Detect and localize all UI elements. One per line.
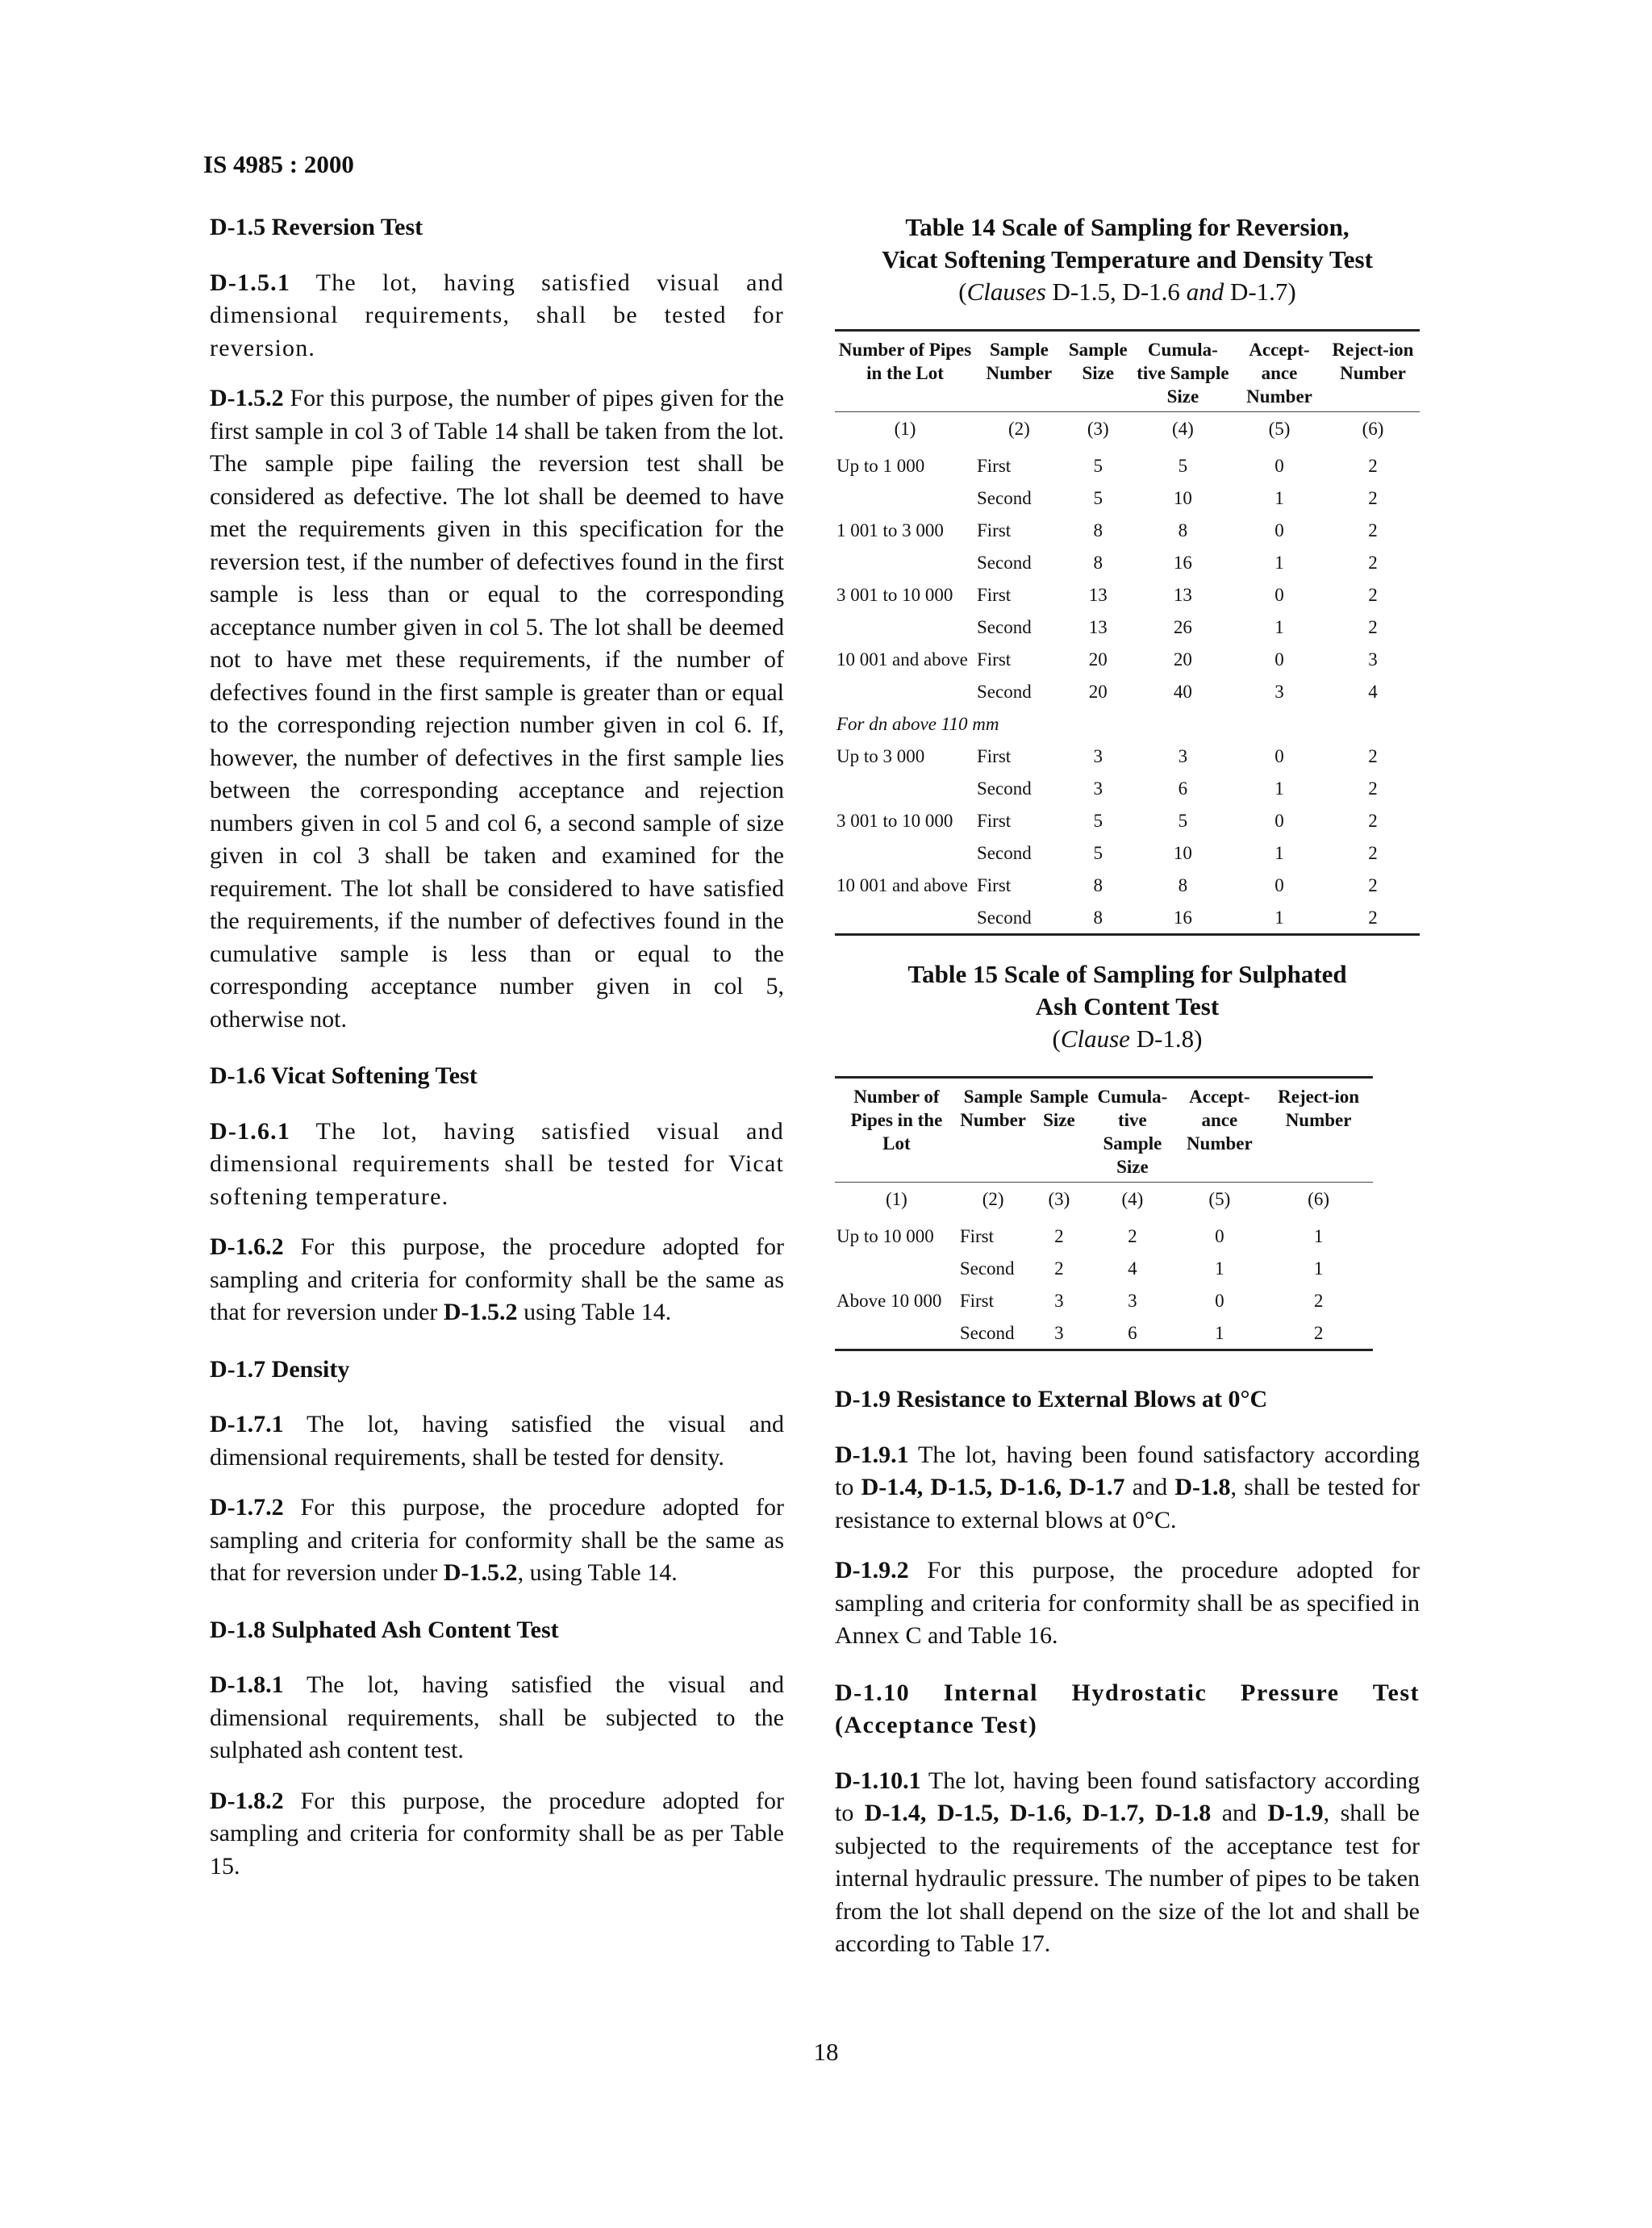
table-cell: Up to 3 000: [836, 745, 925, 766]
clause-number: D-1.9.2: [835, 1557, 909, 1583]
paragraph-d162: [210, 1231, 784, 1329]
table-cell: 3: [1274, 681, 1284, 702]
paragraph-text: The lot, having satisfied the visual and dimensional requirements, shall be tested for density.: [210, 1411, 784, 1471]
paragraph-text: The lot, having satisfied visual and dimensional requirements, shall be tested for reversion.: [210, 269, 784, 361]
table-cell: First: [977, 455, 1012, 476]
table-cell: 0: [1274, 584, 1284, 605]
column-header: Sample Size: [1029, 1087, 1089, 1130]
table-cell: 1: [1274, 907, 1284, 928]
table-cell: 8: [1093, 874, 1103, 895]
table-row: [835, 1220, 1373, 1252]
table-row: [835, 449, 1420, 482]
table-cell: 1: [1313, 1225, 1324, 1246]
table14-title-line1: Table 14 Scale of Sampling for Reversion,: [905, 213, 1350, 241]
table-cell: 4: [1128, 1258, 1137, 1279]
table-cell: 1 001 to 3 000: [836, 519, 944, 540]
table-cell: 3 001 to 10 000: [836, 810, 953, 831]
table-cell: 5: [1093, 810, 1103, 831]
page-number: 18: [813, 2038, 839, 2066]
table-cell: Second: [977, 487, 1032, 508]
table-row: [835, 901, 1420, 935]
paragraph-text: using Table 14.: [524, 1299, 672, 1325]
table-cell: 2: [1368, 745, 1378, 766]
clause-number: D-1.8.2: [210, 1787, 284, 1814]
table-cell: 5: [1178, 455, 1188, 476]
paragraph-d172: [210, 1492, 784, 1590]
section-heading-d19: D-1.9 Resistance to External Blows at 0°C: [835, 1386, 1268, 1412]
table-cell: 3: [1054, 1322, 1064, 1343]
column-header: Number of Pipes in the Lot: [838, 340, 972, 383]
table-cell: 3: [1178, 745, 1188, 766]
table-cell: 2: [1368, 552, 1378, 573]
table-row: [835, 1316, 1373, 1350]
table-cell: First: [959, 1225, 995, 1246]
section-heading-d15: D-1.5 Reversion Test: [210, 214, 423, 240]
table-cell: 2: [1313, 1322, 1324, 1343]
section-heading-d16: D-1.6 Vicat Softening Test: [210, 1062, 478, 1089]
table-cell: 0: [1274, 519, 1284, 540]
paragraph-text: For this purpose, the procedure adopted for sampling and criteria for conformity shall be as per Table 15.: [210, 1787, 784, 1880]
table-cell: 2: [1368, 778, 1378, 799]
table-cell: 10: [1173, 842, 1192, 863]
table-cell: 0: [1274, 810, 1284, 831]
table15-title: [835, 958, 1420, 1023]
table-cell: Second: [977, 907, 1032, 928]
clause-refs: D-1.4, D-1.5, D-1.6, D-1.7: [861, 1474, 1125, 1500]
table-cell: 0: [1274, 874, 1284, 895]
paragraph-d151: [210, 267, 784, 365]
table-cell: Above 10 000: [836, 1290, 942, 1311]
table-cell: 13: [1088, 584, 1108, 605]
table-cell: 8: [1178, 874, 1188, 895]
table-cell: 5: [1093, 487, 1103, 508]
column-number: (1): [894, 418, 916, 439]
table-cell: 1: [1274, 487, 1284, 508]
clause-number: D-1.6.2: [210, 1233, 284, 1260]
clause-number: D-1.10.1: [835, 1767, 921, 1794]
clause-refs: D-1.5, D-1.6: [1052, 277, 1180, 306]
table-cell: 1: [1274, 552, 1284, 573]
clause-refs: D-1.4, D-1.5, D-1.6, D-1.7, D-1.8: [864, 1800, 1212, 1826]
table-cell: 2: [1368, 907, 1378, 928]
clause-label: Clause: [1060, 1024, 1130, 1053]
paragraph-d191: [835, 1439, 1420, 1537]
table-cell: 3: [1093, 745, 1103, 766]
column-number: (3): [1087, 418, 1109, 439]
paragraph-text: , shall be tested for resistance to external blows at 0°C.: [835, 1474, 1420, 1533]
column-number: (3): [1048, 1188, 1070, 1209]
table-cell: [835, 611, 975, 643]
table14-title: [835, 211, 1420, 276]
table-cell: 26: [1173, 616, 1192, 637]
paragraph-d171: [210, 1408, 784, 1474]
column-number: (5): [1208, 1188, 1231, 1209]
table-row: [835, 740, 1420, 772]
paragraph-d192: [835, 1554, 1420, 1653]
column-header: Sample Number: [960, 1087, 1027, 1130]
section-heading-d17: D-1.7 Density: [210, 1355, 350, 1383]
table-cell: [835, 546, 975, 578]
table-cell: 16: [1173, 552, 1192, 573]
column-header: Reject-ion Number: [1332, 340, 1414, 383]
column-header: Accept-ance Number: [1186, 1087, 1253, 1154]
column-number: (5): [1268, 418, 1291, 439]
table-row: [835, 546, 1420, 578]
table-cell: 2: [1054, 1225, 1064, 1246]
table-cell: 1: [1313, 1258, 1324, 1279]
table-row: [835, 1284, 1373, 1316]
paragraph-text: For this purpose, the procedure adopted for sampling and criteria for conformity shall be the same as that for reversion under: [210, 1233, 784, 1325]
table-cell: [835, 482, 975, 514]
table-row: [835, 869, 1420, 901]
table-cell: 1: [1274, 616, 1284, 637]
column-header: Accept-ance Number: [1246, 340, 1312, 407]
column-number: (1): [886, 1188, 907, 1209]
table-row: [835, 643, 1420, 675]
paragraph-text: For this purpose, the procedure adopted for sampling and criteria for conformity shall be as specified in Annex C and Table 16.: [835, 1557, 1420, 1649]
table-subheading: For dn above 110 mm: [836, 713, 999, 734]
clause-ref-last: D-1.7: [1229, 277, 1288, 306]
table-cell: First: [977, 745, 1012, 766]
table-cell: Up to 1 000: [836, 455, 925, 476]
table-cell: 8: [1093, 907, 1103, 928]
table-cell: 20: [1173, 649, 1192, 670]
table-cell: Second: [959, 1258, 1015, 1279]
column-number: (4): [1171, 418, 1194, 439]
table-row: [835, 578, 1420, 611]
table-cell: [835, 901, 975, 935]
clause-number: D-1.6.1: [210, 1117, 291, 1145]
table-cell: Second: [977, 778, 1032, 799]
column-number: (6): [1362, 418, 1384, 439]
table-cell: 0: [1274, 455, 1284, 476]
section-heading-d18: D-1.8 Sulphated Ash Content Test: [210, 1616, 559, 1643]
table-cell: 2: [1368, 810, 1378, 831]
table15-title-line2: Ash Content Test: [1035, 992, 1220, 1020]
table-cell: First: [959, 1290, 995, 1311]
right-column: [835, 211, 1420, 1979]
clause-number: D-1.7.2: [210, 1494, 284, 1521]
table-cell: 40: [1173, 681, 1192, 702]
table-cell: First: [977, 519, 1012, 540]
table-cell: [835, 675, 975, 707]
paragraph-text: The lot, having satisfied visual and dimensional requirements shall be tested for Vicat softening temperature.: [210, 1117, 784, 1210]
column-number: (6): [1308, 1188, 1329, 1209]
paragraph-d181: [210, 1669, 784, 1767]
clause-number: D-1.9.1: [835, 1441, 909, 1468]
table-cell: First: [977, 810, 1012, 831]
table-cell: 10: [1173, 487, 1192, 508]
table-cell: Up to 10 000: [836, 1225, 934, 1246]
table-cell: 0: [1274, 745, 1284, 766]
table-cell: 8: [1178, 519, 1188, 540]
table-row: [835, 482, 1420, 514]
page-header: IS 4985 : 2000: [203, 150, 354, 178]
column-number: (2): [1007, 418, 1030, 439]
table-cell: First: [977, 649, 1012, 670]
left-column: [210, 211, 784, 1900]
table-cell: 3: [1368, 649, 1378, 670]
table-cell: [835, 772, 975, 804]
table-row: [835, 804, 1420, 837]
table-cell: 2: [1054, 1258, 1064, 1279]
table-cell: [835, 1252, 958, 1284]
clause-label: Clauses: [966, 277, 1046, 306]
paragraph-d182: [210, 1785, 784, 1884]
table-cell: 1: [1215, 1258, 1224, 1279]
table-cell: 2: [1368, 519, 1378, 540]
table-cell: 6: [1178, 778, 1188, 799]
table-cell: 5: [1178, 810, 1188, 831]
table-cell: 6: [1128, 1322, 1137, 1343]
table-row: [835, 514, 1420, 546]
paragraph-text: and: [1221, 1800, 1258, 1826]
clause-number: D-1.8.1: [210, 1671, 284, 1698]
table-cell: 16: [1173, 907, 1192, 928]
table-cell: 1: [1215, 1322, 1224, 1343]
table14-clause: (Clauses D-1.5, D-1.6 and D-1.7): [958, 277, 1296, 306]
table-cell: 20: [1088, 681, 1108, 702]
paragraph-text: The lot, having been found satisfactory according to: [835, 1767, 1420, 1826]
table-cell: 2: [1368, 584, 1378, 605]
table-cell: 13: [1088, 616, 1108, 637]
table-cell: 10 001 and above: [836, 649, 968, 670]
table15-title-line1: Table 15 Scale of Sampling for Sulphated: [907, 960, 1347, 988]
table-cell: 0: [1215, 1290, 1224, 1311]
table-cell: 8: [1093, 519, 1103, 540]
table-row: [835, 675, 1420, 707]
paragraph-d152: [210, 382, 784, 1036]
table-cell: 3: [1093, 778, 1103, 799]
clause-reference: D-1.5.2: [443, 1559, 518, 1586]
table-cell: 1: [1274, 842, 1284, 863]
table-cell: 2: [1313, 1290, 1324, 1311]
clause-ref-last: D-1.9: [1267, 1800, 1324, 1826]
table-cell: 2: [1368, 616, 1378, 637]
table-cell: 2: [1128, 1225, 1137, 1246]
table-cell: 0: [1274, 649, 1284, 670]
table-cell: Second: [977, 842, 1032, 863]
table-cell: [835, 1316, 958, 1350]
table-cell: First: [977, 874, 1012, 895]
column-header: Sample Size: [1068, 340, 1128, 383]
table14: [835, 329, 1420, 936]
column-header: Sample Number: [986, 340, 1053, 383]
table-cell: Second: [977, 616, 1032, 637]
clause-number: D-1.5.2: [210, 385, 284, 411]
table-cell: 13: [1173, 584, 1192, 605]
clause-number: D-1.5.1: [210, 269, 291, 296]
column-number: (4): [1121, 1188, 1144, 1209]
table15-clause: (Clause D-1.8): [1052, 1024, 1203, 1053]
paragraph-d1101: [835, 1765, 1420, 1961]
table-cell: Second: [959, 1322, 1015, 1343]
table-cell: 3: [1054, 1290, 1064, 1311]
clause-ref-last: D-1.8: [1174, 1474, 1231, 1500]
paragraph-d161: [210, 1116, 784, 1214]
table-cell: 2: [1368, 455, 1378, 476]
table-cell: 5: [1093, 455, 1103, 476]
table-cell: 3: [1128, 1290, 1137, 1311]
clause-number: D-1.7.1: [210, 1411, 284, 1437]
column-header: Reject-ion Number: [1278, 1087, 1360, 1130]
table-row: [835, 611, 1420, 643]
column-number: (2): [982, 1188, 1004, 1209]
paragraph-text: , shall be subjected to the requirements of the acceptance test for internal hydraulic pressure. The number of pipes to be taken from the lot shall depend on the size of the lot and shall be according to Table 17.: [835, 1800, 1420, 1957]
paragraph-text: For this purpose, the number of pipes given for the first sample in col 3 of Table 14 shall be taken from the lot. The sample pipe failing the reversion test shall be considered as defective. The lot shall be deemed to have met the requirements given in this specification for the reversion test, if the number of defectives found in the first sample is less than or equal to the corresponding acceptance number given in col 5. The lot shall be deemed not to have met these requirements, if the number of defectives found in the first sample is greater than or equal to the corresponding rejection number given in col 6. If, however, the number of defectives in the first sample lies between the corresponding acceptance and rejection numbers given in col 5 and col 6, a second sample of size given in col 3 shall be taken and examined for the requirement. The lot shall be considered to have satisfied the requirements, if the number of defectives found in the cumulative sample is less than or equal to the corresponding acceptance number given in col 5, otherwise not.: [210, 385, 784, 1033]
paragraph-text: and: [1132, 1474, 1168, 1500]
table-row: [835, 772, 1420, 804]
table-cell: 2: [1368, 842, 1378, 863]
table15: [835, 1076, 1373, 1351]
table-cell: Second: [977, 552, 1032, 573]
paragraph-text: , using Table 14.: [517, 1559, 678, 1586]
section-heading-d110: D-1.10 Internal Hydrostatic Pressure Test (Acceptance Test): [835, 1679, 1420, 1738]
table-cell: 10 001 and above: [836, 874, 968, 895]
clause-ref: D-1.8: [1136, 1024, 1195, 1053]
table-row: [835, 1252, 1373, 1284]
table-cell: First: [977, 584, 1012, 605]
table-cell: 0: [1215, 1225, 1224, 1246]
column-header: Cumula-tive Sample Size: [1137, 340, 1229, 407]
table-cell: 8: [1093, 552, 1103, 573]
paragraph-text: The lot, having been found satisfactory according to: [835, 1441, 1420, 1500]
table-row: [835, 837, 1420, 869]
table-cell: 3 001 to 10 000: [836, 584, 953, 605]
column-header: Cumula-tive Sample Size: [1097, 1087, 1168, 1177]
table-cell: 1: [1274, 778, 1284, 799]
clause-and: and: [1186, 277, 1224, 306]
table14-title-line2: Vicat Softening Temperature and Density Test: [882, 245, 1373, 273]
table-cell: 4: [1368, 681, 1378, 702]
clause-reference: D-1.5.2: [443, 1299, 518, 1325]
paragraph-text: For this purpose, the procedure adopted for sampling and criteria for conformity shall be the same as that for reversion under: [210, 1494, 784, 1586]
table-cell: 2: [1368, 874, 1378, 895]
table-cell: 20: [1088, 649, 1108, 670]
table-cell: Second: [977, 681, 1032, 702]
table-cell: [835, 837, 975, 869]
table-cell: 5: [1093, 842, 1103, 863]
column-header: Number of Pipes in the Lot: [850, 1087, 943, 1154]
paragraph-text: The lot, having satisfied the visual and dimensional requirements, shall be subjected to the sulphated ash content test.: [210, 1671, 784, 1763]
table-cell: 2: [1368, 487, 1378, 508]
